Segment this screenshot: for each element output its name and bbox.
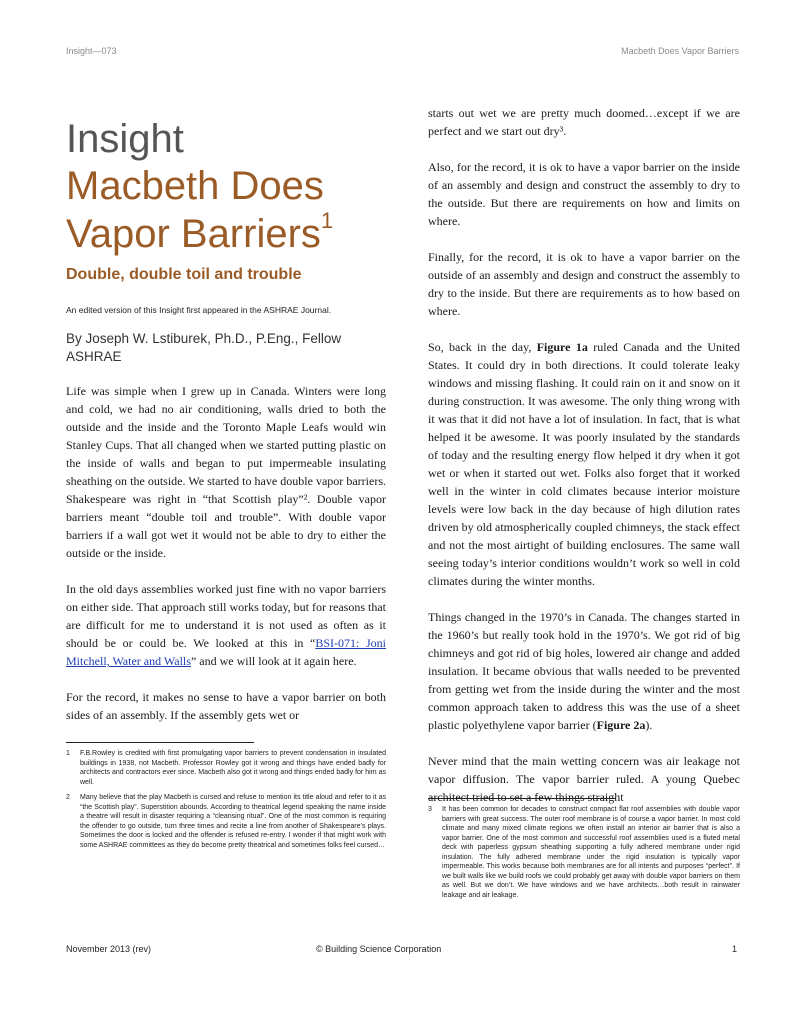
figure-1a-reference: Figure 1a: [536, 340, 588, 354]
paragraph-text: So, back in the day,: [428, 340, 537, 354]
paragraph-intro: Life was simple when I grew up in Canada. Winters were long and cold, we had no air conditioning, walls dried to both the outside and the inside and the Toronto Maple Leafs would win Stanley Cups. That all changed when we started putting plastic on the inside of walls and began to put impermeable insulating sheathing on the outside. We started to have double vapor barriers. Shakespeare was right in “that Scottish play”². Double vapor barriers meant “double toil and trouble”. With double vapor barriers if a wall got wet it would not be able to dry to either the outside or the inside.: [66, 384, 386, 560]
footnote-1: [66, 749, 386, 787]
article-title-text: Vapor Barriers: [66, 212, 321, 256]
footnote-text: F.B.Rowley is credited with first promulgating vapor barriers to prevent condensation in insulated buildings in 1938, not Macbeth. Professor Rowley got it wrong and things have ended badly for architects and contractors ever since. Macbeth also got it wrong and things ended badly for him as well.: [80, 750, 386, 786]
header-left: Insight—073: [66, 46, 117, 56]
article-title-line-2: [66, 210, 386, 258]
paragraph-1970s: [428, 608, 740, 734]
footnote-divider: [428, 798, 616, 799]
paragraph-for-the-record: For the record, it makes no sense to have a vapor barrier on both sides of an assembly. If the assembly gets wet or: [66, 690, 386, 722]
paragraph-text: Things changed in the 1970’s in Canada. The changes started in the 1960’s but really took hold in the 1970’s. We got rid of big chimneys and got rid of big holes, lowered air change and added insulation. It became obvious that walls needed to be prevented from getting wet from the inside during the winter and the most common approach taken to address this was the use of a sheet plastic polyethylene vapor barrier (: [428, 610, 740, 732]
footer-date: November 2013 (rev): [66, 944, 152, 954]
bsi-071-link[interactable]: BSI-071: Joni Mitchell, Water and Walls: [66, 636, 386, 668]
paragraph-back-in-the-day: [428, 338, 740, 590]
article-title-line-1: Macbeth Does: [66, 164, 324, 208]
subtitle: Double, double toil and trouble: [66, 266, 302, 283]
paragraph-text: ruled Canada and the United States. It could dry in both directions. It could tolerate leaky windows and missing flashing. It could rain on it and snow on it during construction. It was awesome. The only thing wrong with it was that it did not have a lot of insulation. In fact, that is what helped it be awesome. It was poorly insulated by the standards of today and the resulting energy flow helped it dry when it got wet or when it started out wet. Folks also forget that it worked well in the winter in cold climates because interior moisture levels were low back in the day because of high dilution rates driven by old atmospherically coupled chimneys, the stack effect and not the most airtight of building enclosures. The same wall seeing today’s interior conditions wouldn’t work so well in cold climates during the winter months.: [428, 340, 741, 588]
footnote-number: 1: [66, 750, 70, 757]
header-right: Macbeth Does Vapor Barriers: [621, 46, 739, 56]
page-number: 1: [732, 944, 738, 954]
right-footnote-area: [428, 790, 740, 906]
left-column: [66, 110, 386, 856]
paragraph-text: ” and we will look at it again here.: [190, 654, 357, 668]
title-footnote-mark[interactable]: 1: [320, 208, 334, 233]
paragraph-inside-barrier: Also, for the record, it is ok to have a vapor barrier on the inside of an assembly and design and construct the assembly to dry to the outside. But there are requirements on how and limits on where.: [428, 160, 740, 228]
footnote-3: [428, 805, 740, 900]
paragraph-text: ).: [645, 718, 653, 732]
footnote-divider: [66, 742, 254, 743]
footer-copyright: © Building Science Corporation: [316, 944, 442, 954]
series-title: Insight: [66, 117, 184, 161]
footnote-2: [66, 793, 386, 850]
footnote-number: 2: [66, 794, 70, 801]
paragraph-never-mind: Never mind that the main wetting concern was air leakage not vapor diffusion. The vapor barrier ruled. A young Quebec architect tried to set a few things straight: [428, 754, 740, 804]
author-byline: By Joseph W. Lstiburek, Ph.D., P.Eng., Fellow ASHRAE: [66, 331, 342, 364]
footnote-number: 3: [428, 806, 432, 813]
footnote-text: Many believe that the play Macbeth is cursed and refuse to mention its title aloud and refer to it as “the Scottish play”. Superstition abounds. According to theatrical legend speaking the name inside a theatre will result in disaster requiring a “cleansing ritual”. One of the most common is requiring the offender to go outside, turn three times and recite a line from another of Shakespeare’s plays. Sometimes the door is locked and the offender is refused re-entry. I wonder if that might work with some ASHRAE committees as they do become pretty theatrical and sometimes folks feel cursed…: [80, 794, 386, 849]
paragraph-outside-barrier: Finally, for the record, it is ok to have a vapor barrier on the outside of an assembly and design and construct the assembly to dry to the inside. But there are requirements as to how based on where.: [428, 250, 740, 318]
paragraph-text: In the old days assemblies worked just fine with no vapor barriers on either side. That approach still works today, but for reasons that are difficult for me to understand it is not used as often as it should be or could be. We looked at this in “: [66, 582, 386, 650]
paragraph-old-days: [66, 580, 386, 670]
figure-2a-reference: Figure 2a: [596, 718, 646, 732]
right-column: [428, 104, 740, 824]
edited-note: An edited version of this Insight first appeared in the ASHRAE Journal.: [66, 305, 332, 315]
footnote-text: It has been common for decades to construct compact flat roof assemblies with double vapor barriers with great success. The outer roof membrane is of course a vapor barrier. In most cold climate and many mixed climate regions we often install an interior air barrier that is also a vapor barrier. One of the most common and successful roof assemblies used is a fluted metal deck with paperless gypsum sheathing supporting a fully adhered membrane under rigid insulation. The fully adhered membrane under the rigid insulation is typically vapor impermeable. This works because both membranes are for all intents and purposes “perfect”. If we built walls like we build roofs we could probably get away with double vapor barriers on them as well. But we don’t. We have windows and we have architects…both result in rainwater leakage and air leakage.: [442, 806, 740, 899]
paragraph-continued: starts out wet we are pretty much doomed…except if we are perfect and we start out dry³.: [428, 106, 740, 138]
